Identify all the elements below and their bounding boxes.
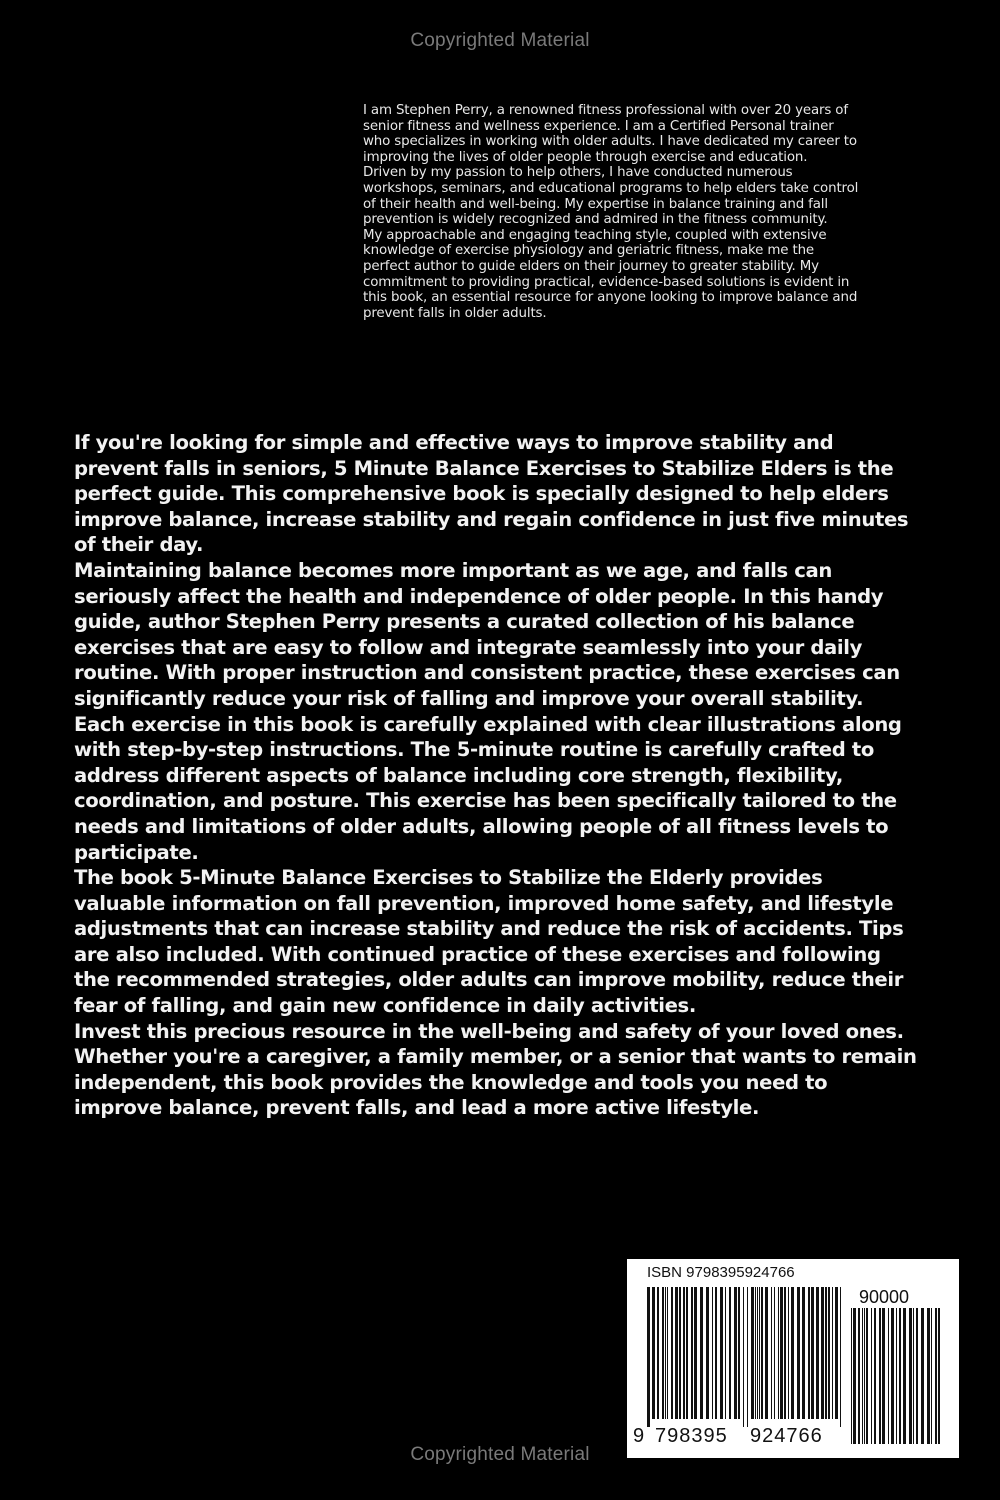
barcode-bar: [927, 1308, 930, 1444]
barcode-bar: [921, 1308, 924, 1444]
description-line: seriously affect the health and independence of older people. In this handy: [74, 584, 884, 608]
barcode-bar: [686, 1287, 688, 1419]
description-line: are also included. With continued practice of these exercises and following: [74, 942, 881, 966]
description-line: significantly reduce your risk of falling and improve your overall stability.: [74, 686, 864, 710]
barcode-bar: [931, 1308, 932, 1444]
barcode-bar: [851, 1308, 852, 1444]
barcode-bar: [874, 1308, 876, 1444]
author-bio-line: improving the lives of older people through exercise and education.: [363, 149, 808, 165]
barcode-bar: [683, 1287, 685, 1419]
barcode-bar: [840, 1287, 841, 1427]
description-line: Invest this precious resource in the well-being and safety of your loved ones.: [74, 1019, 904, 1043]
description-line: independent, this book provides the knowledge and tools you need to: [74, 1070, 828, 1094]
barcode-bar: [909, 1308, 912, 1444]
barcode-bar: [899, 1308, 901, 1444]
description-line: needs and limitations of older adults, allowing people of all fitness levels to: [74, 814, 889, 838]
barcode-bar: [757, 1287, 758, 1419]
barcode-bar: [784, 1287, 786, 1419]
barcode-bar: [821, 1287, 824, 1419]
author-bio-line: prevent falls in older adults.: [363, 305, 547, 321]
barcode-bar: [706, 1287, 709, 1419]
barcode-bar: [896, 1308, 897, 1444]
description-line: fear of falling, and gain new confidence in daily activities.: [74, 994, 696, 1018]
barcode-bars-addon: [851, 1308, 941, 1444]
barcode-bar: [825, 1287, 827, 1419]
barcode-bar: [667, 1287, 668, 1419]
description-line: Whether you're a caregiver, a family member, or a senior that wants to remain: [74, 1045, 917, 1069]
author-bio-line: My approachable and engaging teaching style, coupled with extensive: [363, 227, 827, 243]
barcode-bar: [780, 1287, 783, 1419]
author-bio: [363, 103, 941, 321]
barcode-bars-main: [647, 1287, 843, 1427]
barcode-digits-left: 798395: [655, 1425, 728, 1447]
description-line: coordination, and posture. This exercise has been specifically tailored to the: [74, 789, 897, 813]
barcode-bar: [755, 1287, 756, 1419]
isbn-barcode: [627, 1259, 959, 1458]
barcode-bar: [774, 1287, 775, 1419]
barcode-bar: [882, 1308, 885, 1444]
price-code: 90000: [859, 1287, 910, 1307]
book-description: [74, 430, 954, 1121]
barcode-bar: [715, 1287, 717, 1419]
barcode-bar: [788, 1287, 789, 1419]
barcode-bar: [720, 1287, 723, 1419]
barcode-bar: [866, 1308, 868, 1444]
author-bio-line: of their health and well-being. My expertise in balance training and fall: [363, 196, 828, 212]
barcode-bar: [759, 1287, 760, 1419]
barcode-bar: [835, 1287, 838, 1419]
barcode-bar: [916, 1308, 918, 1444]
description-line: improve balance, increase stability and regain confidence in just five minutes: [74, 507, 909, 531]
barcode-bar: [811, 1287, 814, 1419]
description-line: of their day.: [74, 533, 204, 557]
author-bio-line: this book, an essential resource for anyone looking to improve balance and: [363, 290, 858, 306]
author-bio-line: I am Stephen Perry, a renowned fitness professional with over 20 years of: [363, 103, 848, 118]
barcode-bar: [858, 1308, 860, 1444]
barcode-bar: [765, 1287, 768, 1419]
barcode-bar: [725, 1287, 726, 1419]
barcode-bar: [913, 1308, 914, 1444]
barcode-digits-right: 924766: [750, 1425, 823, 1447]
barcode-bar: [747, 1287, 748, 1427]
description-line: guide, author Stephen Perry presents a curated collection of his balance: [74, 610, 855, 634]
barcode-bar: [647, 1287, 650, 1427]
barcode-bar: [888, 1308, 889, 1444]
barcode-bar: [802, 1287, 805, 1419]
barcode-bar: [665, 1287, 666, 1419]
barcode-bar: [853, 1308, 856, 1444]
barcode-bar: [891, 1308, 894, 1444]
description-line: prevent falls in seniors, 5 Minute Balance Exercises to Stabilize Elders is the: [74, 456, 894, 480]
barcode-bar: [938, 1308, 940, 1444]
barcode-bar: [832, 1287, 833, 1419]
description-line: If you're looking for simple and effective ways to improve stability and: [74, 431, 834, 454]
barcode-bar: [761, 1287, 763, 1419]
description-line: perfect guide. This comprehensive book is specially designed to help elders: [74, 482, 889, 506]
description-line: Each exercise in this book is carefully explained with clear illustrations along: [74, 712, 902, 736]
isbn-label: ISBN 9798395924766: [647, 1264, 795, 1281]
author-bio-line: Driven by my passion to help others, I have conducted numerous: [363, 165, 793, 181]
author-bio-line: commitment to providing practical, evidence-based solutions is evident in: [363, 274, 850, 290]
copyright-watermark-bottom: Copyrighted Material: [410, 1444, 590, 1465]
description-line: The book 5-Minute Balance Exercises to Stabilize the Elderly provides: [74, 866, 823, 890]
description-line: Maintaining balance becomes more important as we age, and falls can: [74, 558, 832, 582]
barcode-bar: [662, 1287, 664, 1419]
barcode-bar: [671, 1287, 673, 1419]
author-bio-line: perfect author to guide elders on their journey to greater stability. My: [363, 258, 819, 274]
barcode-bar: [771, 1287, 772, 1419]
barcode-bar: [903, 1308, 906, 1444]
barcode-bar: [808, 1287, 810, 1419]
barcode-bar: [862, 1308, 863, 1444]
barcode-bar: [871, 1308, 872, 1444]
author-bio-line: prevention is widely recognized and admired in the fitness community.: [363, 212, 828, 228]
barcode-bar: [734, 1287, 737, 1419]
author-bio-line: senior fitness and wellness experience. I am a Certified Personal trainer: [363, 118, 834, 134]
author-bio-line: workshops, seminars, and educational programs to help elders take control: [363, 180, 859, 196]
barcode-bar: [694, 1287, 697, 1419]
description-line: valuable information on fall prevention, improved home safety, and lifestyle: [74, 891, 894, 915]
barcode-bar: [743, 1287, 744, 1427]
author-bio-line: knowledge of exercise physiology and geriatric fitness, make me the: [363, 243, 814, 259]
barcode-bar: [738, 1287, 740, 1419]
barcode-bar: [879, 1308, 881, 1444]
description-line: routine. With proper instruction and consistent practice, these exercises can: [74, 661, 900, 685]
barcode-bar: [816, 1287, 819, 1419]
description-line: the recommended strategies, older adults can improve mobility, reduce their: [74, 968, 904, 992]
description-line: exercises that are easy to follow and integrate seamlessly into your daily: [74, 635, 863, 659]
barcode-bar: [652, 1287, 655, 1419]
barcode-bar: [828, 1287, 830, 1419]
description-line: address different aspects of balance including core strength, flexibility,: [74, 763, 843, 787]
barcode-bar: [679, 1287, 681, 1419]
barcode-bar: [691, 1287, 693, 1419]
description-line: improve balance, prevent falls, and lead a more active lifestyle.: [74, 1096, 760, 1120]
barcode-bar: [791, 1287, 794, 1419]
barcode-bar: [751, 1287, 754, 1419]
copyright-watermark-top: Copyrighted Material: [410, 30, 590, 51]
barcode-bar: [700, 1287, 703, 1419]
barcode-bar: [778, 1287, 779, 1419]
barcode-digit-lead: 9: [633, 1425, 646, 1447]
barcode-bar: [675, 1287, 678, 1419]
author-bio-line: who specializes in working with older adults. I have dedicated my career to: [363, 134, 857, 150]
description-line: participate.: [74, 840, 199, 864]
barcode-bar: [935, 1308, 937, 1444]
barcode-bar: [797, 1287, 800, 1419]
barcode-bar: [657, 1287, 659, 1419]
barcode-bar: [864, 1308, 865, 1444]
barcode-bar: [712, 1287, 713, 1419]
description-line: adjustments that can increase stability and reduce the risk of accidents. Tips: [74, 917, 904, 941]
description-line: with step-by-step instructions. The 5-minute routine is carefully crafted to: [74, 738, 875, 762]
barcode-bar: [729, 1287, 731, 1419]
